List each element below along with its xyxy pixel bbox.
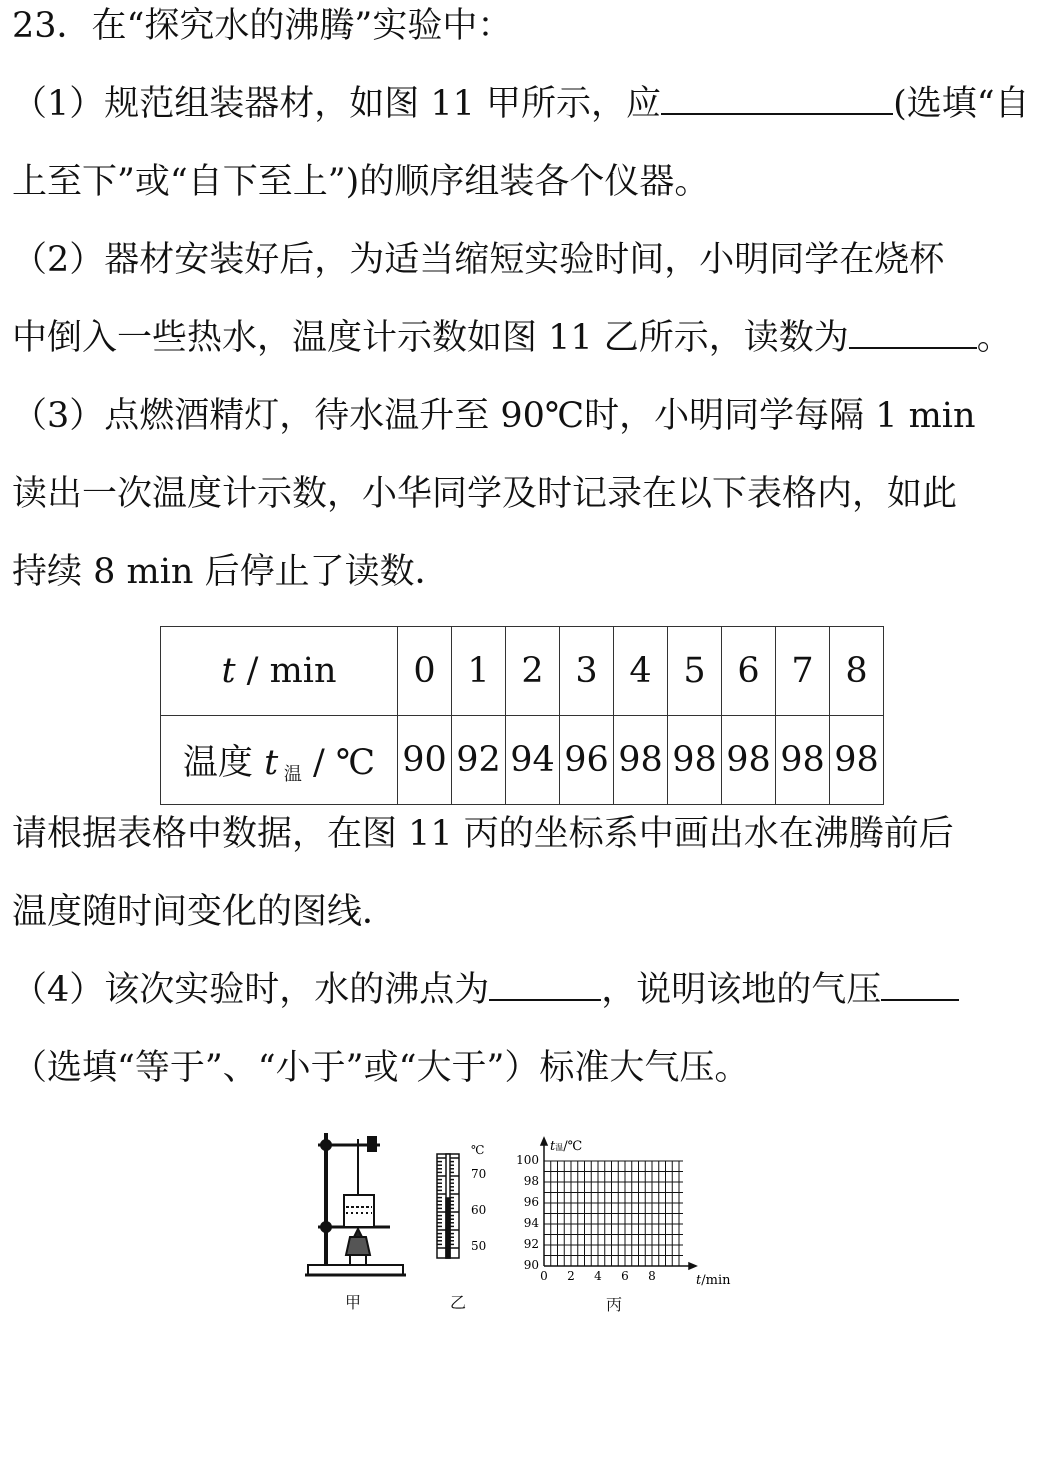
thermo-tick-label: 70 xyxy=(471,1167,487,1181)
figure-label-bing: 丙 xyxy=(606,1295,623,1314)
table-cell-time: 7 xyxy=(776,627,830,716)
graph-y-tick: 92 xyxy=(523,1237,539,1251)
svg-text:t/min xyxy=(696,1273,731,1288)
table-cell-time: 2 xyxy=(506,627,560,716)
figure-yi-thermometer xyxy=(425,1138,505,1268)
graph-y-tick: 98 xyxy=(523,1174,539,1188)
table-cell-time: 0 xyxy=(398,627,452,716)
thermo-unit-label: ℃ xyxy=(471,1143,485,1157)
graph-x-tick: 8 xyxy=(648,1269,656,1283)
thermo-tick-label: 60 xyxy=(471,1203,487,1217)
table-cell-temp: 94 xyxy=(506,716,560,805)
table-cell-temp: 98 xyxy=(776,716,830,805)
part1-line2: 上至下”或“自下至上”)的顺序组装各个仪器。 xyxy=(12,162,710,202)
part3-line3: 持续 8 min 后停止了读数． xyxy=(12,552,450,592)
graph-y-tick: 100 xyxy=(516,1153,539,1167)
svg-text:t温/℃ xyxy=(550,1139,582,1154)
graph-x-tick: 6 xyxy=(621,1269,629,1283)
graph-x-tick: 0 xyxy=(540,1269,548,1283)
graph-y-title-sub: 温 xyxy=(555,1143,564,1152)
part3-line4: 请根据表格中数据，在图 11 丙的坐标系中画出水在沸腾前后 xyxy=(12,814,954,854)
graph-y-tick: 90 xyxy=(523,1258,539,1272)
table-row-time xyxy=(161,627,884,716)
data-table xyxy=(160,626,884,805)
table-cell-temp: 96 xyxy=(560,716,614,805)
answer-blank-1[interactable] xyxy=(661,83,893,115)
table-cell-time: 5 xyxy=(668,627,722,716)
figure-bing-graph xyxy=(508,1132,744,1292)
graph-y-tick: 94 xyxy=(523,1216,539,1230)
table-row-temperature xyxy=(161,716,884,805)
graph-x-title-unit: /min xyxy=(701,1273,731,1288)
table-cell-temp: 98 xyxy=(668,716,722,805)
table-cell-time: 6 xyxy=(722,627,776,716)
answer-blank-2[interactable] xyxy=(849,317,977,349)
answer-blank-3[interactable] xyxy=(489,969,601,1001)
part3-line5: 温度随时间变化的图线． xyxy=(12,892,398,932)
table-cell-temp: 98 xyxy=(830,716,884,805)
table-cell-temp: 92 xyxy=(452,716,506,805)
thermo-tick-label: 50 xyxy=(471,1239,487,1253)
part2-line2: 中倒入一些热水，温度计示数如图 11 乙所示，读数为 。 xyxy=(12,318,1012,358)
graph-y-title-unit: /℃ xyxy=(563,1139,583,1154)
table-header-temperature: 温度 t $_温$ / ℃ xyxy=(161,716,398,805)
part1-line1: （1）规范组装器材，如图 11 甲所示，应 (选填“自 xyxy=(12,84,1030,124)
graph-x-tick: 4 xyxy=(594,1269,602,1283)
figure-jia-apparatus xyxy=(300,1125,410,1285)
answer-blank-4[interactable] xyxy=(881,969,959,1001)
table-cell-time: 8 xyxy=(830,627,884,716)
part3-line1: （3）点燃酒精灯，待水温升至 90℃时，小明同学每隔 1 min xyxy=(12,396,976,436)
graph-x-tick: 2 xyxy=(567,1269,575,1283)
table-cell-temp: 98 xyxy=(614,716,668,805)
question-title: 23．在“探究水的沸腾”实验中： xyxy=(12,6,513,46)
graph-x-title-t: t xyxy=(696,1273,702,1288)
part3-line2: 读出一次温度计示数，小华同学及时记录在以下表格内，如此 xyxy=(12,474,958,514)
table-cell-temp: 90 xyxy=(398,716,452,805)
table-header-time: t / min xyxy=(161,627,398,716)
table-cell-time: 4 xyxy=(614,627,668,716)
table-cell-temp: 98 xyxy=(722,716,776,805)
graph-y-title-t: t xyxy=(550,1139,556,1154)
table-cell-time: 1 xyxy=(452,627,506,716)
figure-label-jia: 甲 xyxy=(345,1293,362,1312)
part4-line2: （选填“等于”、“小于”或“大于”）标准大气压。 xyxy=(12,1048,750,1088)
graph-y-tick: 96 xyxy=(523,1195,539,1209)
part2-line1: （2）器材安装好后，为适当缩短实验时间，小明同学在烧杯 xyxy=(12,240,945,280)
table-cell-time: 3 xyxy=(560,627,614,716)
part4-line1: （4）该次实验时，水的沸点为 ，说明该地的气压 xyxy=(12,968,1032,1012)
figure-label-yi: 乙 xyxy=(450,1293,467,1312)
